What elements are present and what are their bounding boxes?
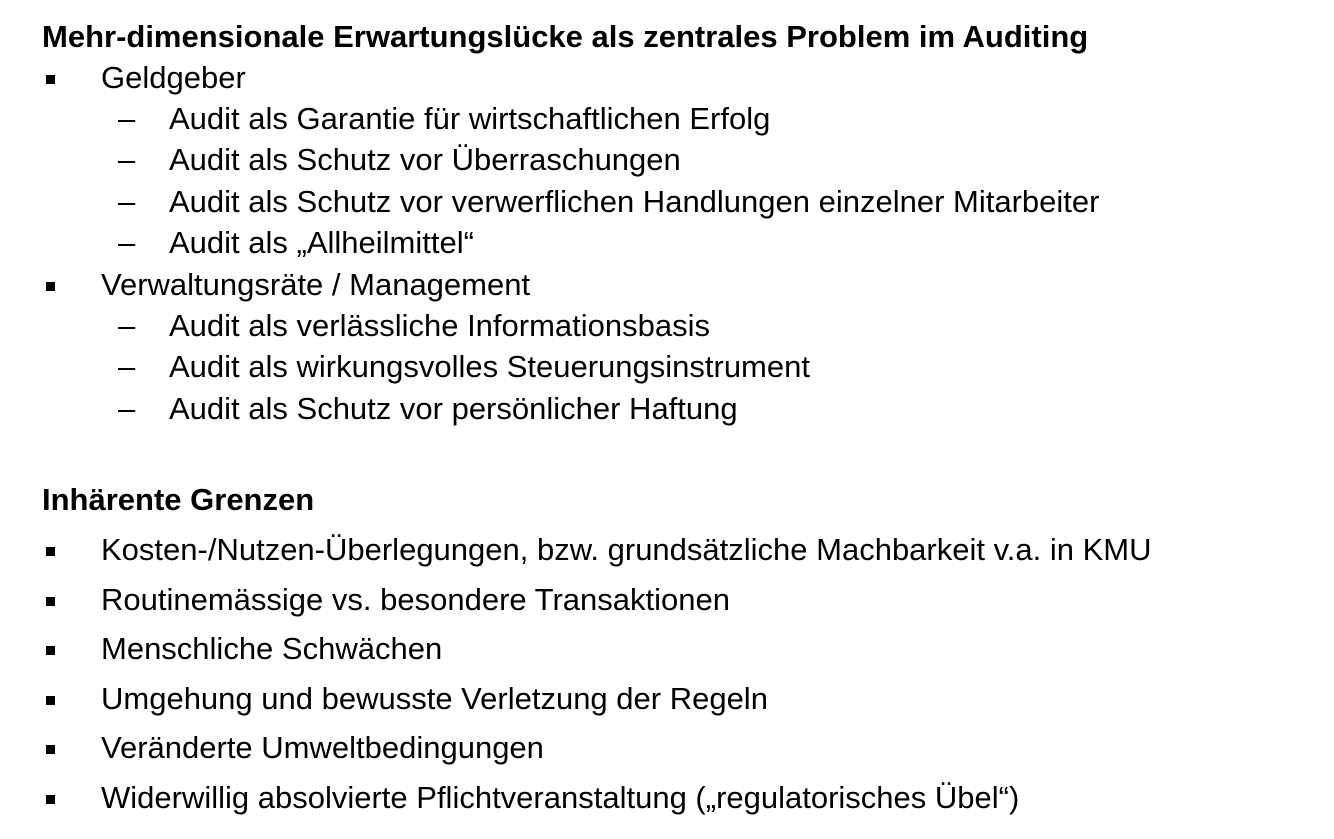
list-item-verwaltungsraete <box>0 265 1334 305</box>
square-bullet-icon <box>46 696 55 705</box>
list-item-label: Verwaltungsräte / Management <box>101 267 531 302</box>
sub-list-item <box>0 99 1334 139</box>
sub-list-item-label: Audit als Schutz vor verwerflichen Handlungen einzelner Mitarbeiter <box>169 184 1100 219</box>
list-item-label: Widerwillig absolvierte Pflichtveranstaltung („regulatorisches Übel“) <box>101 780 1020 815</box>
sub-list-item <box>0 306 1334 346</box>
square-bullet-icon <box>46 646 55 655</box>
list-item <box>0 580 1334 620</box>
list-item <box>0 728 1334 768</box>
list-item-geldgeber <box>0 58 1334 98</box>
list-item-label: Umgehung und bewusste Verletzung der Regeln <box>101 681 768 716</box>
list-item-label: Kosten-/Nutzen-Überlegungen, bzw. grundsätzliche Machbarkeit v.a. in KMU <box>101 532 1152 567</box>
dash-bullet-icon: – <box>118 184 136 219</box>
section-heading-erwartungsluecke: Mehr-dimensionale Erwartungslücke als zentrales Problem im Auditing <box>42 19 1089 54</box>
sub-list-item-label: Audit als Schutz vor persönlicher Haftung <box>169 391 738 426</box>
list-item <box>0 679 1334 719</box>
square-bullet-icon <box>46 547 55 556</box>
square-bullet-icon <box>46 597 55 606</box>
sub-list-item-label: Audit als Schutz vor Überraschungen <box>169 142 681 177</box>
sub-list-item-label: Audit als „Allheilmittel“ <box>169 225 474 260</box>
square-bullet-icon <box>46 795 55 804</box>
list-item-label: Geldgeber <box>101 60 246 95</box>
square-bullet-icon <box>46 745 55 754</box>
list-item-label: Menschliche Schwächen <box>101 631 443 666</box>
sub-list-item <box>0 223 1334 263</box>
sub-list-item <box>0 347 1334 387</box>
list-item <box>0 778 1334 818</box>
list-item <box>0 629 1334 669</box>
sub-list-item <box>0 140 1334 180</box>
list-item-label: Routinemässige vs. besondere Transaktionen <box>101 582 730 617</box>
sub-list-item-label: Audit als wirkungsvolles Steuerungsinstrument <box>169 349 810 384</box>
sub-list-item <box>0 182 1334 222</box>
sub-list-item-label: Audit als verlässliche Informationsbasis <box>169 308 711 343</box>
section-heading-inhaerente-grenzen: Inhärente Grenzen <box>42 482 315 517</box>
list-item <box>0 530 1334 570</box>
square-bullet-icon <box>46 75 55 84</box>
sub-list-item <box>0 389 1334 429</box>
dash-bullet-icon: – <box>118 349 136 384</box>
sub-list-item-label: Audit als Garantie für wirtschaftlichen Erfolg <box>169 101 771 136</box>
list-item-label: Veränderte Umweltbedingungen <box>101 730 544 765</box>
dash-bullet-icon: – <box>118 225 136 260</box>
square-bullet-icon <box>46 282 55 291</box>
dash-bullet-icon: – <box>118 142 136 177</box>
dash-bullet-icon: – <box>118 101 136 136</box>
dash-bullet-icon: – <box>118 308 136 343</box>
dash-bullet-icon: – <box>118 391 136 426</box>
